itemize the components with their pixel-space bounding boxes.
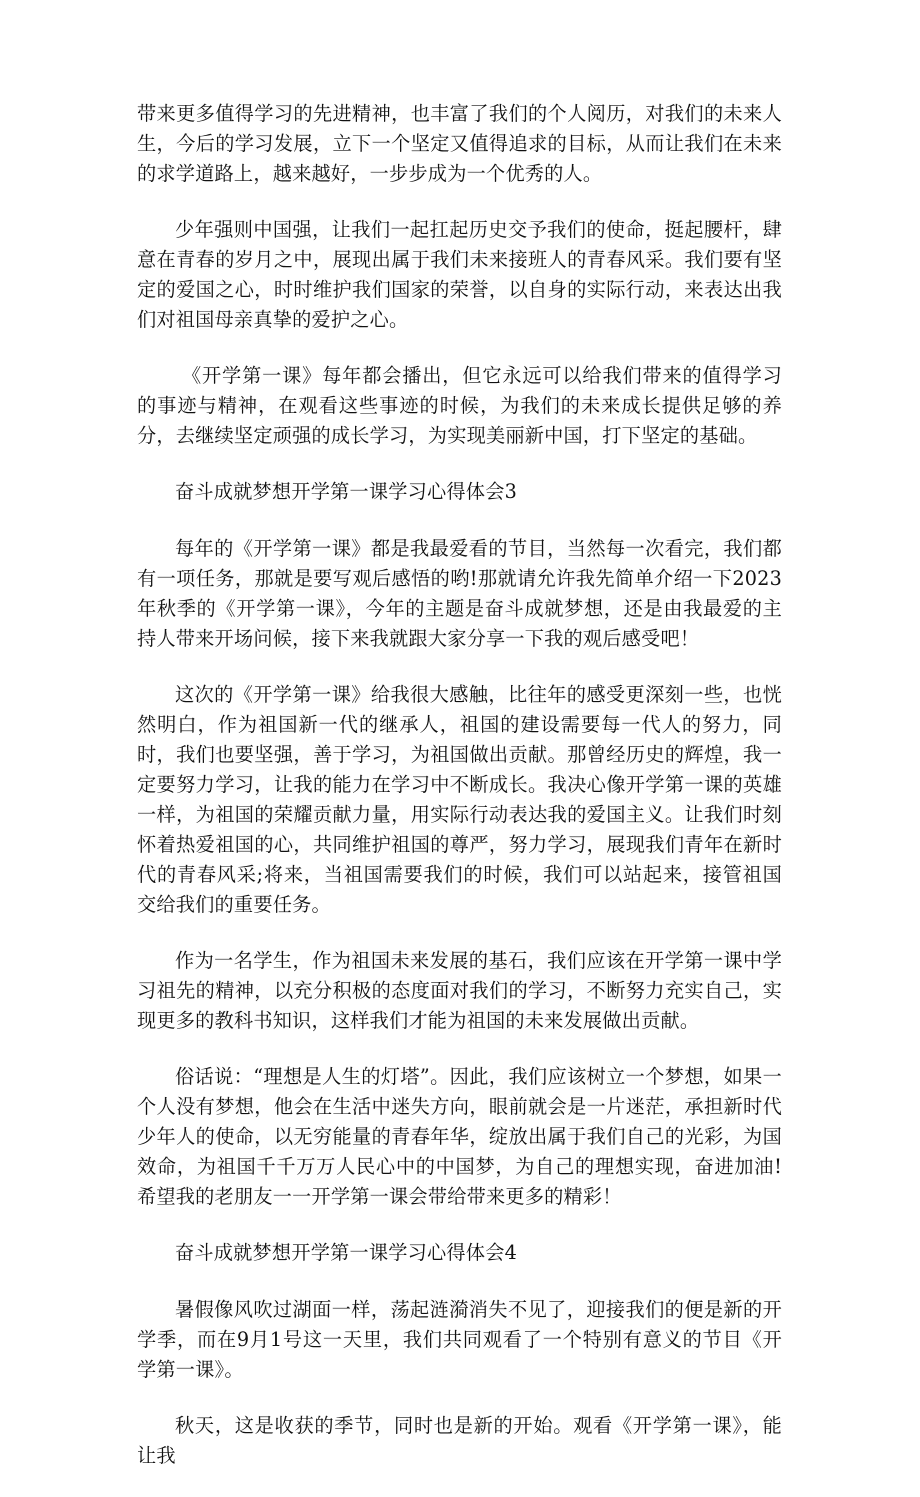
section-heading-3: 奋斗成就梦想开学第一课学习心得体会3 bbox=[175, 480, 517, 503]
paragraph-youth-strong: 少年强则中国强，让我们一起扛起历史交予我们的使命，挺起腰杆，肆意在青春的岁月之中，展现出属于我们未来接班人的青春风采。我们要有坚定的爱国之心，时时维护我们国家的荣誉，以自身的实际行动，来表达出我们对祖国母亲真挚的爱护之心。 bbox=[137, 218, 782, 331]
paragraph-every-year: 每年的《开学第一课》都是我最爱看的节目，当然每一次看完，我们都有一项任务，那就是要写观后感悟的哟!那就请允许我先简单介绍一下2023年秋季的《开学第一课》，今年的主题是奋斗成就梦想，还是由我最爱的主持人带来开场问候，接下来我就跟大家分享一下我的观后感受吧！ bbox=[137, 537, 782, 650]
section-heading-4: 奋斗成就梦想开学第一课学习心得体会4 bbox=[175, 1241, 517, 1264]
document-page bbox=[137, 99, 782, 1497]
paragraph-this-time: 这次的《开学第一课》给我很大感触，比往年的感受更深刻一些，也恍然明白，作为祖国新一代的继承人，祖国的建设需要每一代人的努力，同时，我们也要坚强，善于学习，为祖国做出贡献。那曾经历史的辉煌，我一定要努力学习，让我的能力在学习中不断成长。我决心像开学第一课的英雄一样，为祖国的荣耀贡献力量，用实际行动表达我的爱国主义。让我们时刻怀着热爱祖国的心，共同维护祖国的尊严，努力学习，展现我们青年在新时代的青春风采;将来，当祖国需要我们的时候，我们可以站起来，接管祖国交给我们的重要任务。 bbox=[137, 683, 782, 916]
paragraph-continuation: 带来更多值得学习的先进精神，也丰富了我们的个人阅历，对我们的未来人生，今后的学习发展，立下一个坚定又值得追求的目标，从而让我们在未来的求学道路上，越来越好，一步步成为一个优秀的人。 bbox=[137, 102, 782, 185]
paragraph-summer: 暑假像风吹过湖面一样，荡起涟漪消失不见了，迎接我们的便是新的开学季，而在9月1号这一天里，我们共同观看了一个特别有意义的节目《开学第一课》。 bbox=[137, 1298, 782, 1381]
paragraph-autumn: 秋天，这是收获的季节，同时也是新的开始。观看《开学第一课》，能让我 bbox=[137, 1414, 782, 1467]
paragraph-as-student: 作为一名学生，作为祖国未来发展的基石，我们应该在开学第一课中学习祖先的精神，以充分积极的态度面对我们的学习，不断努力充实自己，实现更多的教科书知识，这样我们才能为祖国的未来发展做出贡献。 bbox=[137, 949, 782, 1032]
paragraph-proverb: 俗话说：“理想是人生的灯塔”。因此，我们应该树立一个梦想，如果一个人没有梦想，他会在生活中迷失方向，眼前就会是一片迷茫，承担新时代少年人的使命，以无穷能量的青春年华，绽放出属于我们自己的光彩，为国效命，为祖国千千万万人民心中的中国梦，为自己的理想实现，奋进加油!希望我的老朋友一一开学第一课会带给带来更多的精彩！ bbox=[137, 1065, 782, 1208]
paragraph-broadcast: 《开学第一课》每年都会播出，但它永远可以给我们带来的值得学习的事迹与精神，在观看这些事迹的时候，为我们的未来成长提供足够的养分，去继续坚定顽强的成长学习，为实现美丽新中国，打下坚定的基础。 bbox=[137, 364, 782, 447]
